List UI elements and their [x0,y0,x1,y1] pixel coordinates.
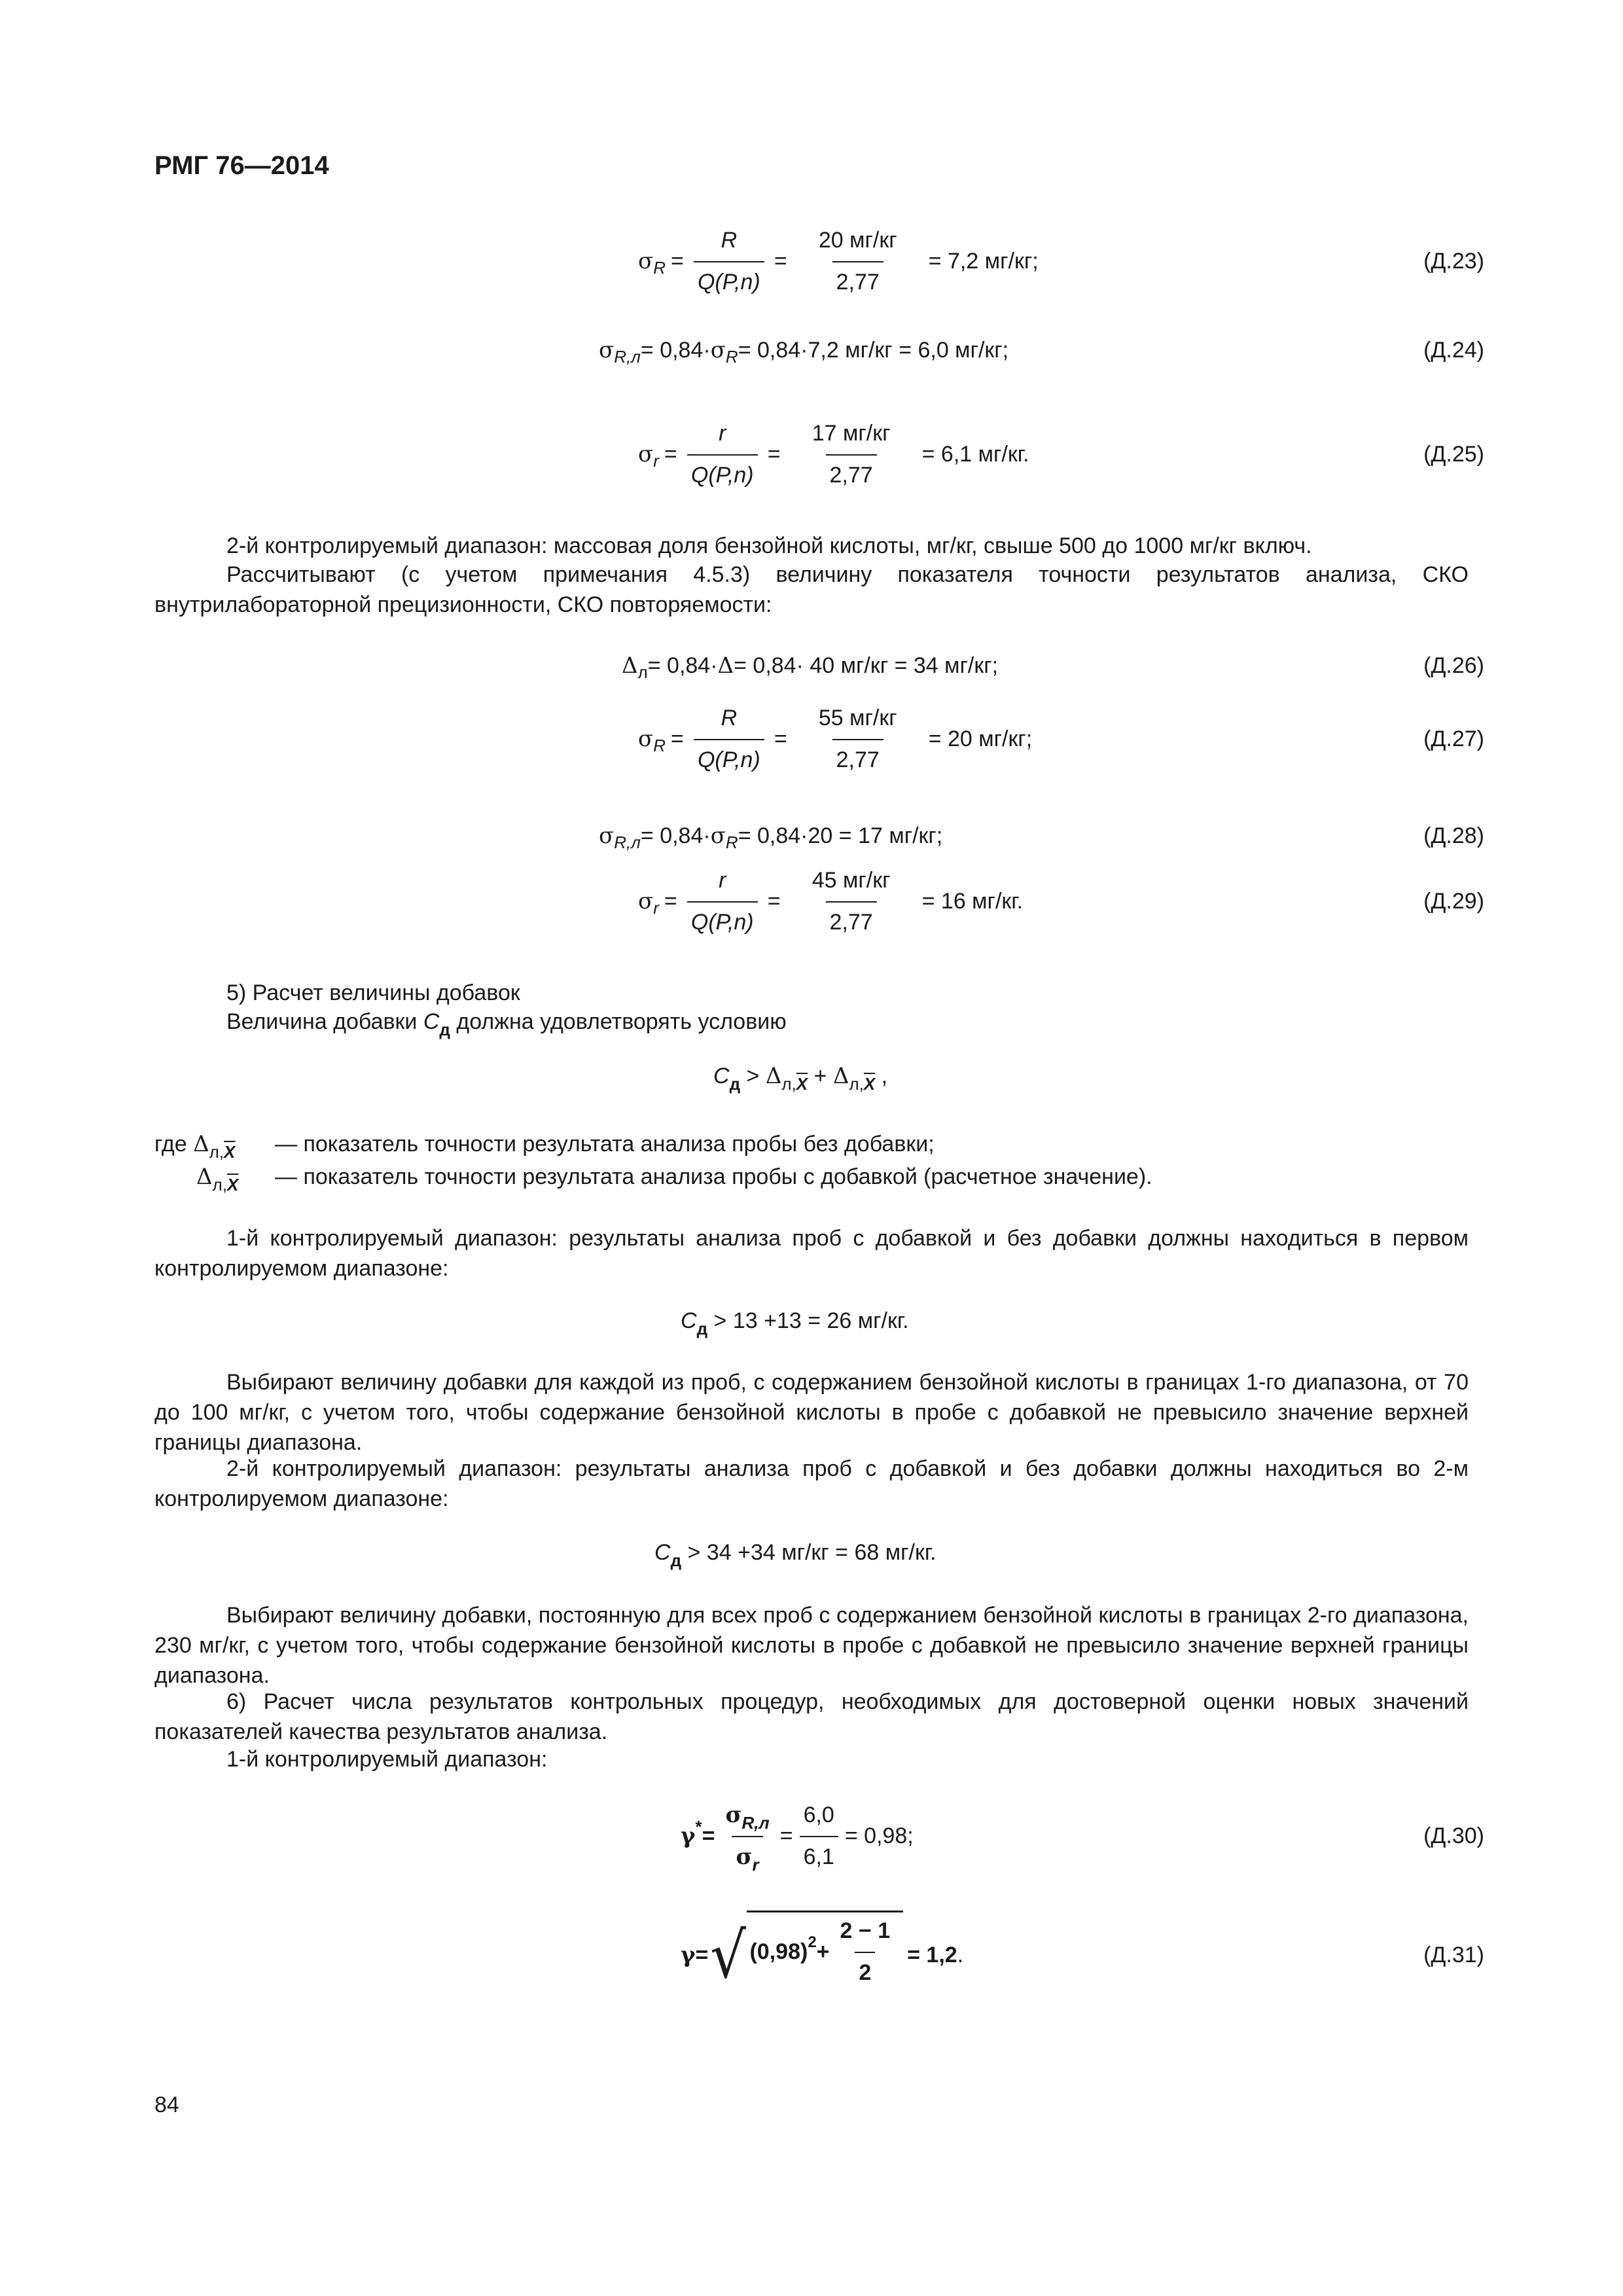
equation-text: = 0,84· [647,653,718,679]
definition-2 [196,1162,238,1193]
paragraph-range1-short: 1-й контролируемый диапазон: [226,1747,548,1772]
subscript: R,л [614,833,641,853]
delta-symbol: Δ [622,653,638,679]
sigma-symbol: σ [599,823,615,850]
sigma-symbol: σ [725,1802,742,1829]
delta-symbol: Δ [196,1164,213,1190]
equation-text: = 0,84· 40 мг/кг = 34 мг/кг; [734,653,999,679]
subscript: R,л [741,1813,770,1833]
equation-number: (Д.27) [1423,726,1484,752]
subscript: R [653,258,666,278]
text: Величина добавки [226,1009,423,1034]
operator: = [702,1823,715,1849]
equation-text: = 0,84· [640,823,711,849]
exponent: 2 [808,1933,817,1952]
equation-result: = 7,2 мг/кг; [928,249,1039,274]
page-number: 84 [154,2092,179,2117]
sigma-symbol: σ [638,888,654,915]
fraction [787,419,916,491]
fraction-numerator: 20 мг/кг [818,228,897,253]
subscript: л, [849,1074,864,1094]
item5-title: 5) Расчет величины добавок [226,980,520,1005]
fraction-numerator: 6,0 [803,1803,834,1828]
paragraph-range2-additive: 2-й контролируемый диапазон: результаты анализа проб с добавкой и без добавки должны находиться во 2-м контролируемом диапазоне: [154,1456,1469,1511]
equation-number: (Д.31) [1423,1943,1484,1968]
radicand [747,1910,903,1988]
equation-text: = 0,84·7,2 мг/кг = 6,0 мг/кг; [738,338,1009,363]
subscript: R,л [614,347,641,367]
fraction-denominator: 2,77 [832,739,883,776]
sigma-symbol: σ [710,823,726,850]
equation-d26 [0,627,1623,706]
text: , [875,1064,888,1088]
fraction-denominator: Q(P,n) [694,261,764,298]
fraction [836,1916,895,1988]
fraction-numerator: r [719,421,726,446]
equation-text: = 0,84· [640,338,711,363]
fraction-denominator: Q(P,n) [687,901,758,938]
fraction-numerator: R [721,706,738,731]
operator: = [695,1943,709,1968]
fraction [690,226,768,298]
fraction-denominator: 6,1 [800,1836,838,1873]
definition-2-text: — показатель точности результата анализа пробы с добавкой (расчетное значение). [275,1164,1152,1189]
delta-symbol: Δ [832,1063,849,1089]
equation-number: (Д.24) [1423,338,1484,363]
gamma-symbol: γ [681,1823,696,1850]
fraction [721,1801,773,1873]
paragraph-choose-2: Выбирают величину добавки, постоянную для всех проб с содержанием бензойной кислоты в границах 2-го диапазона, 230 мг/кг, с учетом того, чтобы содержание бензойной кислоты в пробе с добавкой не превысило значение верхней границы диапазона. [154,1603,1469,1688]
equation-result: = 20 мг/кг; [928,726,1033,752]
equation-result: = 0,98; [844,1823,914,1849]
definition-1 [154,1130,235,1160]
subscript: л, [212,1175,227,1194]
fraction-denominator: 2,77 [826,901,877,938]
equation-result: = 16 мг/кг. [921,889,1023,914]
fraction-numerator: R [721,228,738,253]
equation-result: = 6,1 мг/кг. [921,442,1029,467]
paragraph-range2: 2-й контролируемый диапазон: массовая доля бензойной кислоты, мг/кг, свыше 500 до 1000 мг/кг включ. [226,533,1312,558]
delta-symbol: Δ [717,653,734,679]
fraction [684,419,761,491]
equation-d31 [0,1910,1623,2001]
fraction [690,704,768,776]
equation-d30: γ * = $\frac{\sigma_{R,л}}{\sigma_r}$ = $\frac{6,0}{6,1}$ = 0,98; (Д.30) [0,1797,1623,1876]
sigma-symbol: σ [638,248,654,275]
item5-condition-text [226,1007,787,1037]
equation-text: > 34 +34 мг/кг = 68 мг/кг. [681,1540,936,1565]
superscript: * [695,1817,702,1837]
sigma-symbol: σ [710,337,726,364]
paragraph-choose-1: Выбирают величину добавки для каждой из проб, с содержанием бензойной кислоты в границах 1-го диапазона, от 70 до 100 мг/кг, с учетом того, чтобы содержание бензойной кислоты в пробе с добавкой не превысило значение верхней границы диапазона. [154,1370,1469,1455]
x-bar-symbol: X [226,1175,239,1194]
equation-d25: σ r = $\frac{r}{Q(P,n)}$ = $\frac{17 мг/кг}{2,77}$ = 6,1 мг/кг. (Д.25) [0,416,1623,494]
equation-result: = 1,2 [907,1943,957,1968]
fraction [800,1801,838,1873]
subscript: д [696,1319,708,1338]
operator: + [808,1064,833,1088]
subscript: д [670,1551,682,1570]
equation-number: (Д.28) [1423,823,1484,849]
operator: > [740,1064,766,1088]
subscript: R [725,833,738,853]
sigma-symbol: σ [736,1844,753,1870]
subscript: л, [209,1142,224,1162]
equation-d27: σ R = $\frac{R}{Q(P,n)}$ = $\frac{55 мг/кг}{2,77}$ = 20 мг/кг; (Д.27) [0,700,1623,779]
fraction-numerator: 55 мг/кг [818,706,897,731]
equation-number: (Д.25) [1423,442,1484,467]
sigma-symbol: σ [638,726,654,753]
equation-text: = 0,84·20 = 17 мг/кг; [738,823,943,849]
fraction [794,704,922,776]
fraction-denominator: 2,77 [832,261,883,298]
sigma-symbol: σ [638,441,654,468]
text: . [957,1943,964,1968]
square-root [708,1918,903,1992]
subscript: R [653,736,666,756]
x-bar-symbol: X [224,1142,236,1162]
delta-symbol: Δ [193,1131,209,1157]
fraction [787,866,916,938]
variable: C [423,1009,440,1034]
gamma-symbol: γ [681,1942,696,1969]
condition-formula [713,1062,887,1092]
subscript: r [653,898,659,918]
subscript: r [752,1855,759,1874]
x-bar-symbol: X [863,1074,876,1094]
paragraph-calculation: Рассчитывают (с учетом примечания 4.5.3) величину показателя точности результатов анализа, СКО внутрилабораторной прецизионности, СКО повторяемости: [154,562,1469,617]
paragraph-range1-additive: 1-й контролируемый диапазон: результаты анализа проб с добавкой и без добавки должны находиться в первом контролируемом диапазоне: [154,1226,1469,1281]
equation-number: (Д.26) [1423,653,1484,679]
fraction-denominator: 2,77 [826,454,877,491]
equation-number: (Д.30) [1423,1823,1484,1849]
subscript: R [725,347,738,367]
variable: C [654,1540,671,1565]
paragraph-item6: 6) Расчет числа результатов контрольных процедур, необходимых для достоверной оценки новых значений показателей качества результатов анализа. [154,1689,1469,1744]
fraction-numerator: 2 − 1 [840,1918,891,1943]
x-bar-symbol: X [796,1074,808,1094]
fraction-denominator: Q(P,n) [687,454,758,491]
fraction [794,226,922,298]
equation-d29: σ r = $\frac{r}{Q(P,n)}$ = $\frac{45 мг/кг}{2,77}$ = 16 мг/кг. (Д.29) [0,863,1623,941]
where-label: где [154,1132,194,1157]
document-code-header: РМГ 76—2014 [154,151,329,180]
equation-number: (Д.23) [1423,249,1484,274]
fraction-denominator: Q(P,n) [694,739,764,776]
equation-number: (Д.29) [1423,889,1484,914]
subscript: л [637,662,648,683]
radical-sign: √ [710,1919,747,1992]
operator: + [816,1939,830,1964]
delta-symbol: Δ [765,1063,782,1089]
equation-d23: σ R = $\frac{R}{Q(P,n)}$ = $\frac{20 мг/кг}{2,77}$ = 7,2 мг/кг; (Д.23) [0,223,1623,301]
fraction-numerator: 45 мг/кг [812,868,891,893]
sigma-symbol: σ [599,337,615,364]
variable: C [681,1308,697,1333]
equation-c1 [681,1306,909,1336]
subscript: r [653,451,659,471]
fraction-denominator: 2 [855,1952,875,1988]
subscript: д [729,1074,741,1094]
subscript: л, [781,1074,796,1094]
fraction-numerator: 17 мг/кг [812,421,891,446]
variable: C [713,1064,730,1088]
fraction-numerator: r [719,868,726,893]
equation-c2 [654,1538,936,1568]
subscript: д [439,1020,450,1039]
text: должна удовлетворять условию [450,1009,787,1034]
base: (0,98) [749,1939,808,1964]
fraction [684,866,761,938]
equation-text: > 13 +13 = 26 мг/кг. [707,1308,909,1333]
equation-d24 [0,312,1623,390]
definition-1-text: — показатель точности результата анализа пробы без добавки; [275,1132,935,1157]
